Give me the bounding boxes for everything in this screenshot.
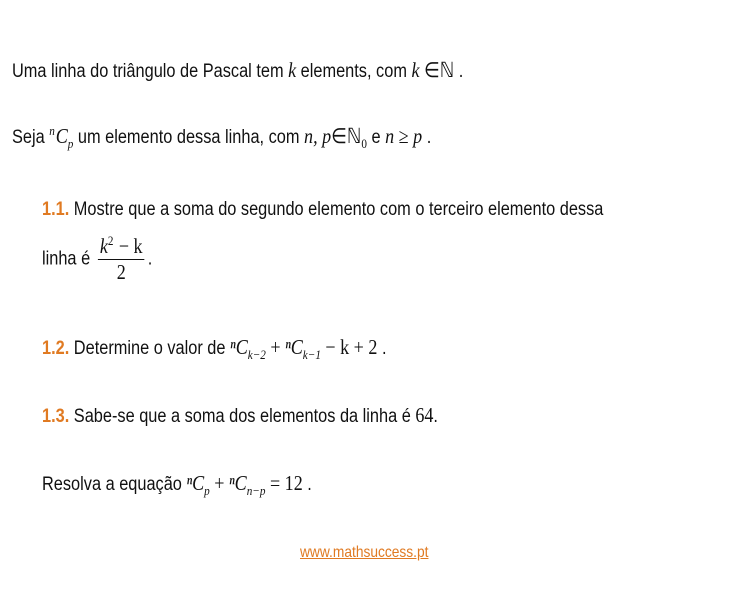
question-1-3 [42,403,438,428]
plus-sign: + [209,471,229,495]
denominator: 2 [116,260,126,284]
seja-text: Seja [12,127,50,148]
var-C: C [55,124,68,148]
subscript-n-p: n−p [246,483,266,498]
subscript-2: k−1 [302,347,321,362]
question-1-2 [42,335,386,360]
naturals-symbol: ℕ [439,58,455,82]
period: . [377,338,387,359]
intro-line-2 [12,124,431,149]
value-64: 64 [415,403,434,427]
var-p-sub: p [67,136,74,151]
fraction [98,234,144,285]
question-number: 1.2. [42,338,70,359]
question-1-1-continuation [42,234,152,285]
intro-text-2: elements, com [296,61,412,82]
var-n: n [385,124,395,148]
question-1-1 [42,199,603,221]
var-k: k [288,58,297,82]
intro-line-1 [12,58,463,83]
var-n-sup: n [49,123,55,138]
plus-sign: + [265,335,286,359]
ge-symbol: ≥ [398,124,409,148]
period: . [433,406,438,427]
period: . [426,127,432,148]
equation-line [42,471,312,496]
binom-1: ⁿC [186,471,205,495]
element-of-symbol: ∈ [331,124,347,148]
numerator-rest: − k [114,234,143,258]
naturals-symbol: ℕ [346,124,362,148]
binom-2: ⁿC [285,335,303,359]
period: . [302,474,312,495]
var-p: p [413,124,423,148]
question-text-cont: linha é [42,248,91,270]
vars-n-p: n, p [304,124,332,148]
subscript-1: k−2 [247,347,266,362]
numerator-k: k [99,234,108,258]
period: . [458,61,464,82]
binom-2: ⁿC [228,471,247,495]
binom-1: ⁿC [230,335,248,359]
question-number: 1.3. [42,406,70,427]
expression-tail: − k + 2 [320,335,378,359]
question-text: Determine o valor de [69,338,231,359]
e-text: e [366,127,386,148]
question-number: 1.1. [42,199,70,220]
exponent-2: 2 [107,233,114,248]
element-of-symbol: ∈ [424,58,440,82]
zero-sub: 0 [361,136,367,151]
equals-12: = 12 [265,471,303,495]
element-text: um elemento dessa linha, com [73,127,305,148]
question-text: Sabe-se que a soma dos elementos da linha é [69,406,416,427]
period: . [147,248,153,270]
var-k-2: k [411,58,420,82]
subscript-p: p [204,483,210,498]
equation-text: Resolva a equação [42,474,187,495]
website-link[interactable]: www.mathsuccess.pt [300,544,429,561]
intro-text: Uma linha do triângulo de Pascal tem [12,61,289,82]
question-text: Mostre que a soma do segundo elemento com o terceiro elemento dessa [69,199,604,220]
